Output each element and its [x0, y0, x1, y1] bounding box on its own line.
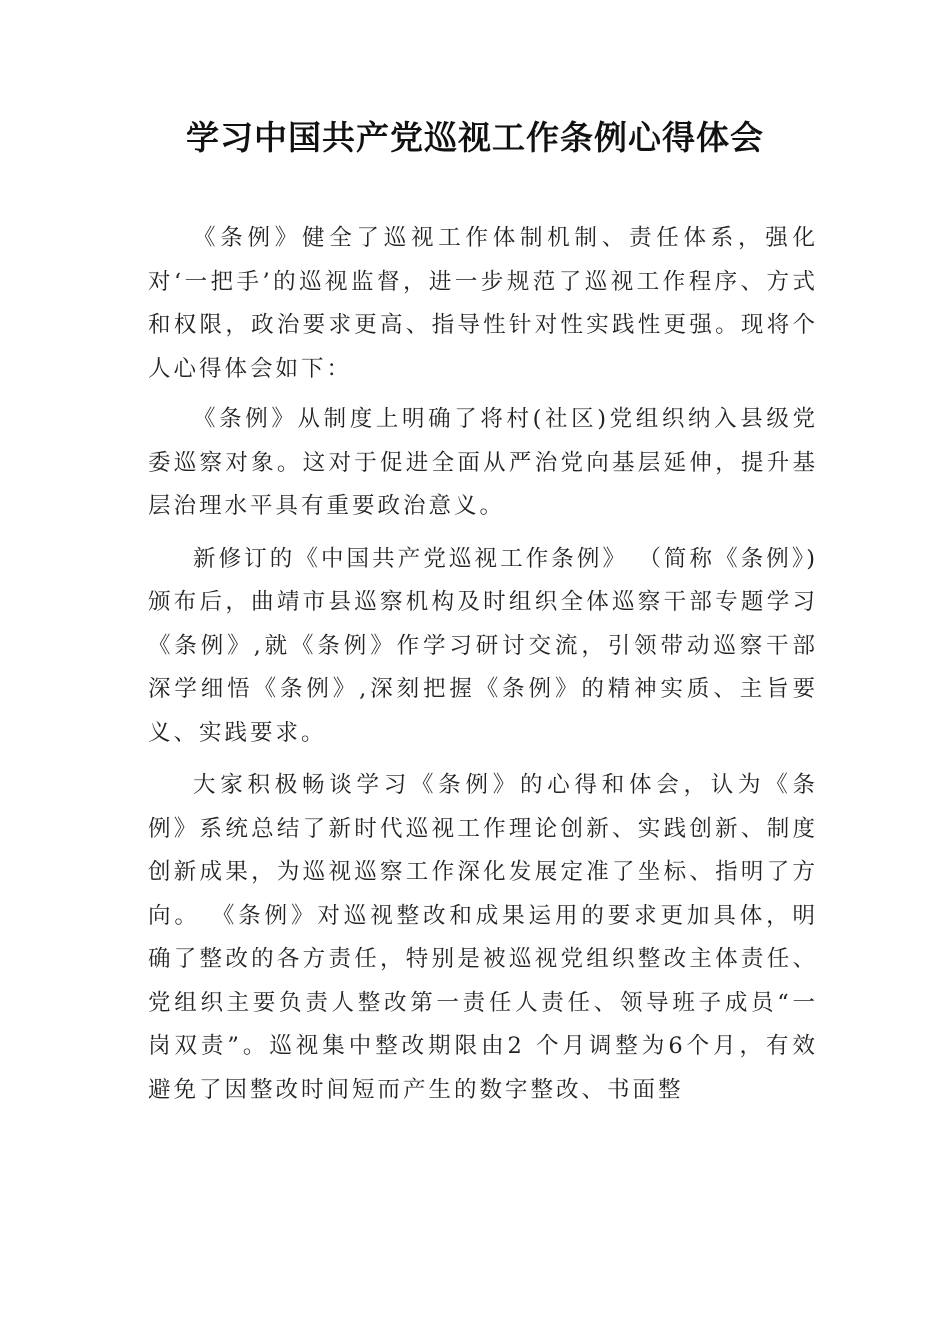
body-paragraph-2: 《条例》从制度上明确了将村(社区)党组织纳入县级党委巡察对象。这对于促进全面从严治党向基层延伸，提升基层治理水平具有重要政治意义。	[148, 406, 818, 519]
document-body	[148, 217, 818, 1112]
document-title: 学习中国共产党巡视工作条例心得体会	[186, 118, 764, 157]
body-paragraph-4: 大家积极畅谈学习《条例》的心得和体会，认为《条例》系统总结了新时代巡视工作理论创新、实践创新、制度创新成果，为巡视巡察工作深化发展定准了坐标、指明了方向。 《条例》对巡视整改和成果运用的要求更加具体，明确了整改的各方责任，特别是被巡视党组织整改主体责任、党组织主要负责人整改第一责任人责任、领导班子成员“一岗双责”。巡视集中整改期限由2 个月调整为6个月，有效避免了因整改时间短而产生的数字整改、书面整	[148, 772, 818, 1103]
body-paragraph-3: 新修订的《中国共产党巡视工作条例》 （简称《条例》)颁布后，曲靖市县巡察机构及时组织全体巡察干部专题学习《条例》,就《条例》作学习研讨交流，引领带动巡察干部深学细悟《条例》,深刻把握《条例》的精神实质、主旨要义、实践要求。	[148, 545, 818, 746]
body-paragraph-1: 《条例》健全了巡视工作体制机制、责任体系，强化对‘一把手’的巡视监督，进一步规范了巡视工作程序、方式和权限，政治要求更高、指导性针对性实践性更强。现将个人心得体会如下：	[148, 225, 818, 382]
